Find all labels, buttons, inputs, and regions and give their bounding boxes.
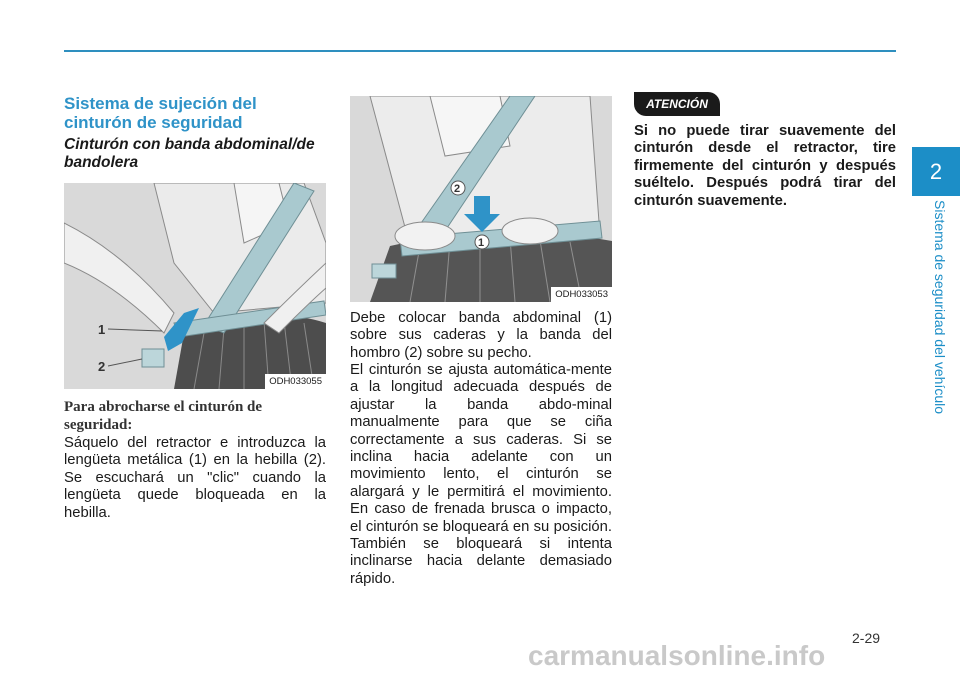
fastening-text: Sáquelo del retractor e introduzca la lengüeta metálica (1) en la hebilla (2). Se escuchará un "clic" cuando la lengüeta quede bloqueada en la hebilla.	[64, 435, 326, 521]
figure2-callout-2: 2	[454, 183, 461, 195]
chapter-number: 2	[929, 158, 943, 184]
attention-badge: ATENCIÓN	[634, 92, 720, 116]
figure1-code: ODH033055	[265, 374, 326, 389]
positioning-paragraph-1: Debe colocar banda abdominal (1) sobre sus caderas y la banda del hombro (2) sobre su pecho.	[350, 310, 612, 361]
figure1-callout-1: 1	[98, 322, 106, 337]
chapter-tab	[912, 147, 960, 196]
top-rule	[64, 50, 896, 52]
section-title: Sistema de sujeción del cinturón de seguridad	[64, 94, 257, 132]
subsection-title: Cinturón con banda abdominal/de bandolera	[64, 136, 315, 171]
chapter-side-label: Sistema de seguridad del vehículo	[932, 200, 948, 415]
positioning-paragraph-2: El cinturón se ajusta automática-mente a la longitud adecuada después de ajustar la banda abdo-minal manualmente para que se ciña correctamente a sus caderas. Si se inclina hacia adelante con un movimiento lento, el cinturón se alargará y le permitirá el movimiento. En caso de frenada brusca o impacto, el cinturón se bloqueará en su posición. También se bloqueará si intenta inclinarse hacia delante demasiado rápido.	[350, 362, 612, 587]
page-number: 2-29	[852, 630, 881, 646]
figure-belt-position	[350, 96, 612, 302]
figure-belt-position-illustration	[350, 96, 612, 302]
watermark: carmanualsonline.info	[528, 640, 826, 671]
figure2-callout-1: 1	[478, 237, 485, 249]
fastening-heading: Para abrocharse el cinturón de seguridad:	[64, 399, 263, 433]
figure-buckle-insert-illustration	[64, 183, 326, 389]
figure1-callout-2: 2	[98, 359, 106, 374]
figure-buckle-insert	[64, 183, 326, 389]
attention-text: Si no puede tirar suavemente del cinturón desde el retractor, tire firmemente del cinturón y después suéltelo. Después podrá tirar del cinturón suavemente.	[634, 123, 896, 209]
figure2-code: ODH033053	[551, 287, 612, 302]
